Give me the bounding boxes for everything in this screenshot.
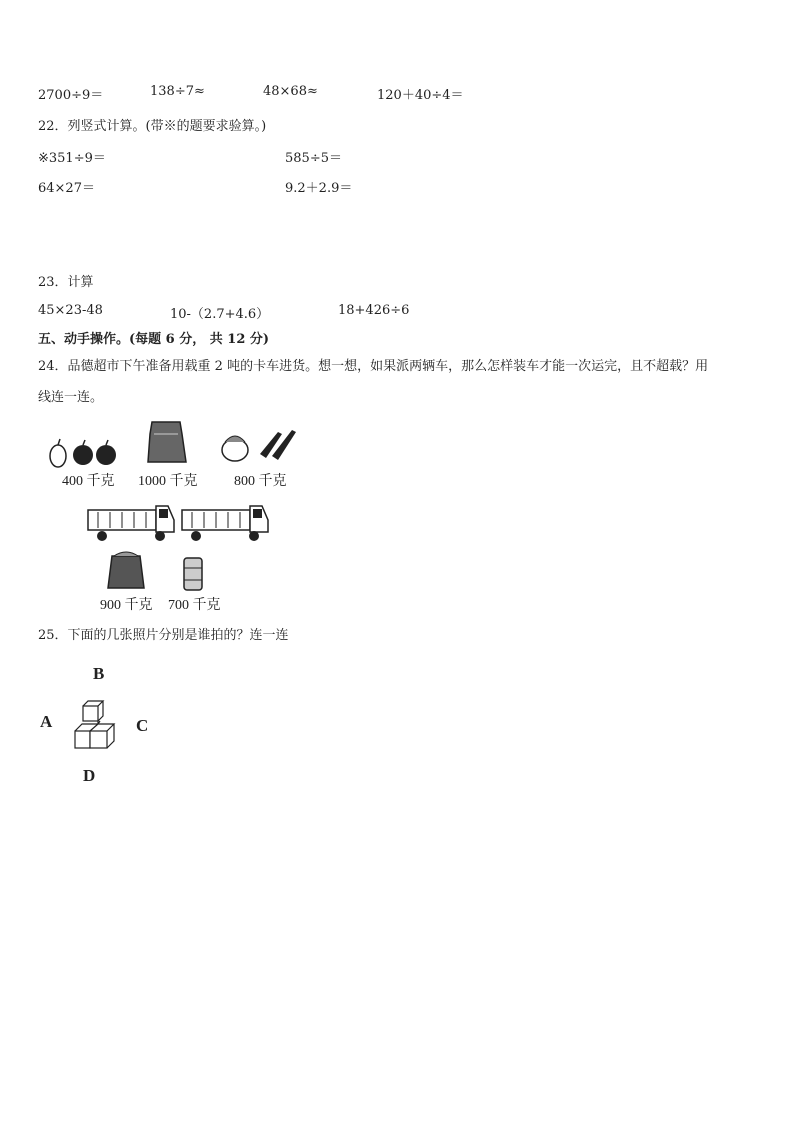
view-label-b: B <box>93 664 105 683</box>
barrel-icon[interactable] <box>184 558 202 590</box>
calc-item: 138÷7≈ <box>150 84 205 99</box>
vegetables-icon[interactable] <box>222 430 296 461</box>
calc-item: 585÷5＝ <box>285 151 342 166</box>
calc-item: 64×27＝ <box>38 181 95 196</box>
goods-weight-label: 800 千克 <box>234 474 287 489</box>
calc-item: 45×23-48 <box>38 303 103 318</box>
calc-item: 18+426÷6 <box>338 303 410 318</box>
question-24-text-cont: 线连一连。 <box>38 390 104 405</box>
fruit-icon[interactable] <box>50 439 116 467</box>
cube-stack-icon <box>70 698 130 758</box>
truck-icon[interactable] <box>182 506 268 541</box>
goods-weight-label: 1000 千克 <box>138 474 198 489</box>
question-24-text: 24．品德超市下午准备用载重 2 吨的卡车进货。想一想，如果派两辆车，那么怎样装车才能一次运完，且不超载？用 <box>38 359 709 374</box>
calc-item: 9.2＋2.9＝ <box>285 181 353 196</box>
view-label-c: C <box>136 716 149 735</box>
question-22-title: 22．列竖式计算。(带※的题要求验算。) <box>38 119 267 134</box>
flour-sack-icon[interactable] <box>148 422 186 462</box>
calc-item: 10-（2.7+4.6） <box>170 307 270 322</box>
calc-item: 2700÷9＝ <box>38 88 104 103</box>
calc-item: 48×68≈ <box>263 84 318 99</box>
goods-weight-label: 400 千克 <box>62 474 115 489</box>
rice-sack-icon[interactable] <box>108 552 144 588</box>
section-title: 五、动手操作。(每题 6 分， 共 12 分) <box>38 332 270 347</box>
question-25-title: 25．下面的几张照片分别是谁拍的？连一连 <box>38 628 289 643</box>
view-label-a: A <box>40 712 53 731</box>
question-23-title: 23．计算 <box>38 275 94 290</box>
loading-illustration <box>40 420 340 620</box>
view-label-d: D <box>83 766 96 785</box>
goods-weight-label: 900 千克 <box>100 598 153 613</box>
truck-icon[interactable] <box>88 506 174 541</box>
calc-item: ※351÷9＝ <box>38 151 106 166</box>
calc-item: 120＋40÷4＝ <box>377 88 464 103</box>
goods-weight-label: 700 千克 <box>168 598 221 613</box>
